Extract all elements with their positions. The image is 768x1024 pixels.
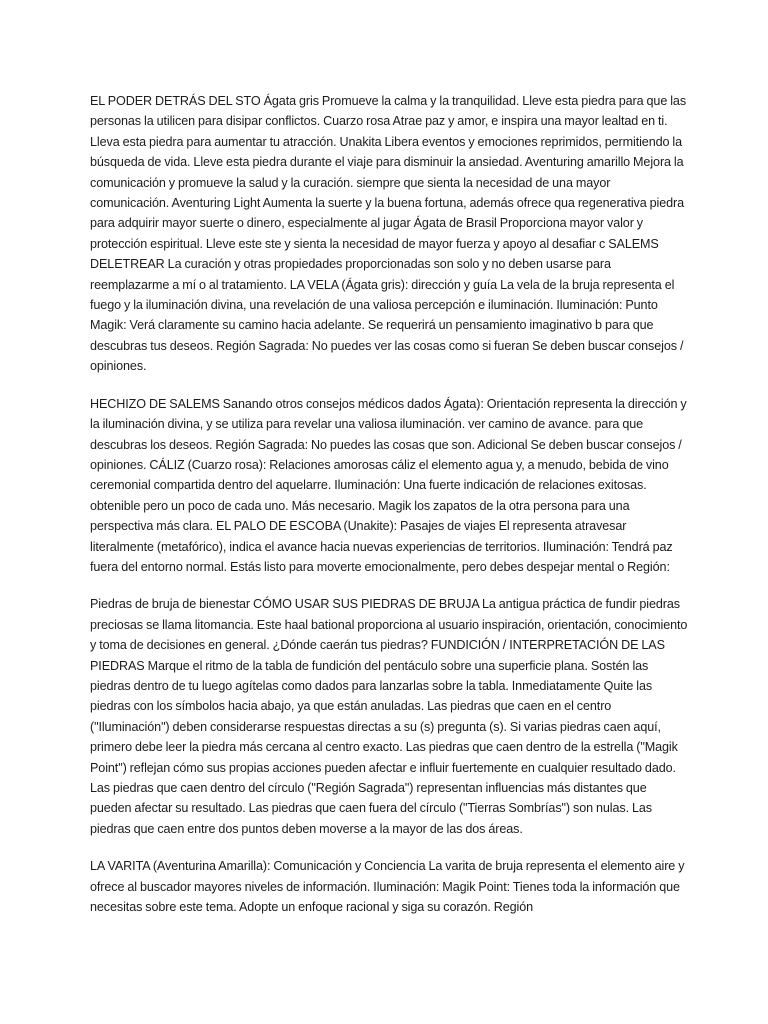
paragraph-piedras-de-bruja: Piedras de bruja de bienestar CÓMO USAR SUS PIEDRAS DE BRUJA La antigua práctica de fundir piedras preciosas se llama litomancia. Este haal bational proporciona al usuario inspiración, orientación, conocimiento y toma de decisiones en general. ¿Dónde caerán tus piedras? FUNDICIÓN / INTERPRETACIÓN DE LAS PIEDRAS Marque el ritmo de la tabla de fundición del pentáculo sobre una superficie plana. Sostén las piedras dentro de tu luego agítelas como dados para lanzarlas sobre la tabla. Inmediatamente Quite las piedras con los símbolos hacia abajo, ya que están anuladas. Las piedras que caen en el centro ("Iluminación") deben considerarse respuestas directas a su (s) pregunta (s). Si varias piedras caen aquí, primero debe leer la piedra más cercana al centro exacto. Las piedras que caen dentro de la estrella ("Magik Point") reflejan cómo sus propias acciones pueden afectar e influir fuertemente en cualquier resultado dado. Las piedras que caen dentro del círculo ("Región Sagrada") representan influencias más distantes que pueden afectar su resultado. Las piedras que caen fuera del círculo ("Tierras Sombrías") son nulas. Las piedras que caen entre dos puntos deben moverse a la mayor de las dos áreas. <box>90 597 688 836</box>
paragraph-la-varita: LA VARITA (Aventurina Amarilla): Comunicación y Conciencia La varita de bruja representa el elemento aire y ofrece al buscador mayores niveles de información. Iluminación: Magik Point: Tienes toda la información que necesitas sobre este tema. Adopte un enfoque racional y siga su corazón. Región <box>90 859 685 915</box>
document-body <box>90 91 688 934</box>
paragraph-poder-detras: EL PODER DETRÁS DEL STO Ágata gris Promueve la calma y la tranquilidad. Lleve esta piedra para que las personas la utilicen para disipar conflictos. Cuarzo rosa Atrae paz y amor, e inspira una mayor lealtad en ti. Lleva esta piedra para aumentar tu atracción. Unakita Libera eventos y emociones reprimidos, permitiendo la búsqueda de vida. Lleve esta piedra durante el viaje para disminuir la ansiedad. Aventuring amarillo Mejora la comunicación y promueve la salud y la curación. siempre que sienta la necesidad de una mayor comunicación. Aventuring Light Aumenta la suerte y la buena fortuna, además ofrece qua regenerativa piedra para adquirir mayor suerte o dinero, especialmente al jugar Ágata de Brasil Proporciona mayor valor y protección espiritual. Lleve este ste y sienta la necesidad de mayor fuerza y apoyo al desafiar c SALEMS DELETREAR La curación y otras propiedades proporcionadas son solo y no deben usarse para reemplazarme a mí o al tratamiento. LA VELA (Ágata gris): dirección y guía La vela de la bruja representa el fuego y la iluminación divina, una revelación de una valiosa percepción e iluminación. Iluminación: Punto Magik: Verá claramente su camino hacia adelante. Se requerirá un pensamiento imaginativo b para que descubras tus deseos. Región Sagrada: No puedes ver las cosas como si fueran Se deben buscar consejos / opiniones. <box>90 94 687 374</box>
paragraph-hechizo-de-salems: HECHIZO DE SALEMS Sanando otros consejos médicos dados Ágata): Orientación representa la dirección y la iluminación divina, y se utiliza para revelar una valiosa iluminación. ver camino de avance. para que descubras los deseos. Región Sagrada: No puedes las cosas que son. Adicional Se deben buscar consejos / opiniones. CÁLIZ (Cuarzo rosa): Relaciones amorosas cáliz el elemento agua y, a menudo, bebida de vino ceremonial compartida dentro del aquelarre. Iluminación: Una fuerte indicación de relaciones exitosas. obtenible pero un poco de cada uno. Más necesario. Magik los zapatos de la otra persona para una perspectiva más clara. EL PALO DE ESCOBA (Unakite): Pasajes de viajes El representa atravesar literalmente (metafórico), indica el avance hacia nuevas experiencias de territorios. Iluminación: Tendrá paz fuera del entorno normal. Estás listo para moverte emocionalmente, pero debes despejar mental o Región: <box>90 396 687 574</box>
